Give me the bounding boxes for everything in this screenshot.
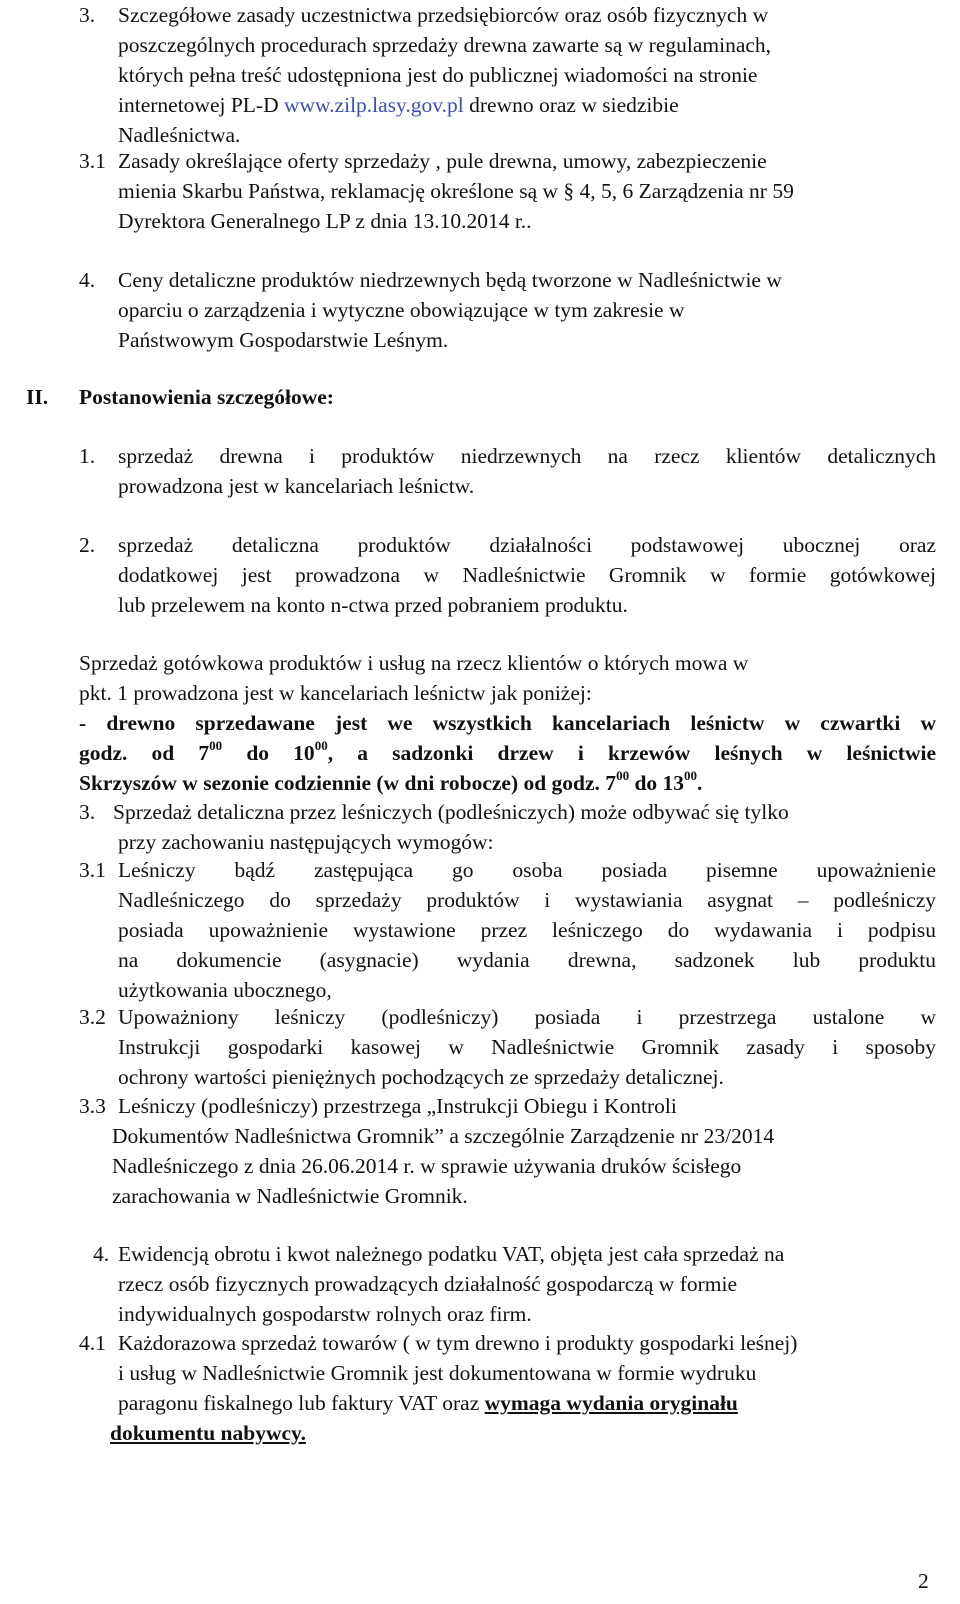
text-line: na dokumencie (asygnacie) wydania drewna, sadzonek lub produktu <box>118 948 936 972</box>
text-line: Dyrektora Generalnego LP z dnia 13.10.2014 r.. <box>118 209 532 233</box>
text-span: . <box>697 771 703 795</box>
text-line: Każdorazowa sprzedaż towarów ( w tym drewno i produkty gospodarki leśnej) <box>118 1331 798 1355</box>
text-line: Leśniczy (podleśniczy) przestrzega „Instrukcji Obiegu i Kontroli <box>118 1094 677 1118</box>
text-span: Skrzyszów w sezonie codziennie (w dni robocze) od godz. 7 <box>79 771 617 795</box>
section-II-heading <box>26 382 334 412</box>
text-line: poszczególnych procedurach sprzedaży drewna zawarte są w regulaminach, <box>118 33 772 57</box>
text-span: do 10 <box>222 741 315 765</box>
superscript: 00 <box>314 737 328 753</box>
text-line: Nadleśniczego z dnia 26.06.2014 r. w sprawie używania druków ścisłego <box>112 1154 742 1178</box>
text-line: Ewidencją obrotu i kwot należnego podatku VAT, objęta jest cała sprzedaż na <box>118 1242 785 1266</box>
point-3-2-text <box>118 1002 936 1092</box>
text-line: Nadleśniczego do sprzedaży produktów i wystawiania asygnat – podleśniczy <box>118 888 936 912</box>
text-span: do 13 <box>629 771 685 795</box>
section-4-text <box>118 265 938 355</box>
website-link[interactable]: www.zilp.lasy.gov.pl <box>284 93 464 117</box>
section-3-text <box>118 0 938 150</box>
text-line: prowadzona jest w kancelariach leśnictw. <box>118 474 475 498</box>
point-4-text <box>118 1239 938 1329</box>
text-line: dodatkowej jest prowadzona w Nadleśnictwie Gromnik w formie gotówkowej <box>118 563 936 587</box>
text-line: Dokumentów Nadleśnictwa Gromnik” a szczególnie Zarządzenie nr 23/2014 <box>112 1124 775 1148</box>
point-3-1-number: 3.1 <box>79 858 106 882</box>
text-span: paragonu fiskalnego lub faktury VAT oraz <box>118 1391 485 1415</box>
text-line: Zasady określające oferty sprzedaży , pule drewna, umowy, zabezpieczenie <box>118 149 767 173</box>
point-3-3-number: 3.3 <box>79 1094 106 1118</box>
point-1-number: 1. <box>79 444 96 468</box>
superscript: 00 <box>209 737 223 753</box>
text-line: mienia Skarbu Państwa, reklamację określone są w § 4, 5, 6 Zarządzenia nr 59 <box>118 179 794 203</box>
section-II-number: II. <box>26 385 49 409</box>
point-3-text <box>113 797 933 857</box>
text-span: internetowej PL-D <box>118 93 284 117</box>
section-4-number: 4. <box>79 268 96 292</box>
cash-sales-paragraph <box>79 648 936 798</box>
text-line <box>118 90 938 120</box>
text-line <box>79 738 936 768</box>
text-line: Sprzedaż detaliczna przez leśniczych (podleśniczych) może odbywać się tylko <box>113 800 789 824</box>
point-3-1-text <box>118 855 936 1005</box>
text-line: lub przelewem na konto n-ctwa przed pobraniem produktu. <box>118 593 628 617</box>
text-line <box>118 1388 938 1418</box>
text-line: Instrukcji gospodarki kasowej w Nadleśnictwie Gromnik zasady i sposoby <box>118 1035 936 1059</box>
text-line: użytkowania ubocznego, <box>118 978 332 1002</box>
emphasis-text: wymaga wydania oryginału <box>484 1391 738 1415</box>
text-line: Sprzedaż gotówkowa produktów i usług na rzecz klientów o których mowa w <box>79 651 749 675</box>
section-3-number: 3. <box>79 3 96 27</box>
page-number <box>918 1566 929 1596</box>
text-line: Leśniczy bądź zastępująca go osoba posiada pisemne upoważnienie <box>118 858 936 882</box>
superscript: 00 <box>684 767 698 783</box>
text-line: posiada upoważnienie wystawione przez leśniczego do wydawania i podpisu <box>118 918 936 942</box>
text-line <box>110 1418 938 1448</box>
section-3-1-number: 3.1 <box>79 149 106 173</box>
text-line: rzecz osób fizycznych prowadzących działalność gospodarczą w formie <box>118 1272 738 1296</box>
text-line: Szczegółowe zasady uczestnictwa przedsiębiorców oraz osób fizycznych w <box>118 3 769 27</box>
text-line: zarachowania w Nadleśnictwie Gromnik. <box>112 1184 468 1208</box>
text-line: przy zachowaniu następujących wymogów: <box>118 830 494 854</box>
text-span: godz. od 7 <box>79 741 210 765</box>
text-line: Państwowym Gospodarstwie Leśnym. <box>118 328 449 352</box>
point-4-number: 4. <box>93 1242 110 1266</box>
text-line: Nadleśnictwa. <box>118 123 241 147</box>
superscript: 00 <box>616 767 630 783</box>
text-line: których pełna treść udostępniona jest do publicznej wiadomości na stronie <box>118 63 758 87</box>
text-line <box>79 768 936 798</box>
point-2-text <box>118 530 936 620</box>
text-line: pkt. 1 prowadzona jest w kancelariach leśnictw jak poniżej: <box>79 681 592 705</box>
point-1-text <box>118 441 936 501</box>
text-line: Upoważniony leśniczy (podleśniczy) posiada i przestrzega ustalone w <box>118 1005 936 1029</box>
text-line: ochrony wartości pieniężnych pochodzących ze sprzedaży detalicznej. <box>118 1065 724 1089</box>
text-line: Ceny detaliczne produktów niedrzewnych będą tworzone w Nadleśnictwie w <box>118 268 782 292</box>
emphasis-text: dokumentu nabywcy. <box>110 1421 306 1445</box>
text-span: drewno oraz w siedzibie <box>463 93 679 117</box>
point-4-1-text <box>110 1328 938 1448</box>
point-2-number: 2. <box>79 533 96 557</box>
point-3-3-text <box>112 1091 932 1211</box>
page-number-text: 2 <box>918 1569 929 1593</box>
text-line: - drewno sprzedawane jest we wszystkich kancelariach leśnictw w czwartki w <box>79 711 936 735</box>
text-line: indywidualnych gospodarstw rolnych oraz firm. <box>118 1302 532 1326</box>
text-span: , a sadzonki drzew i krzewów leśnych w leśnictwie <box>327 741 936 765</box>
point-3-number: 3. <box>79 800 96 824</box>
text-line: sprzedaż drewna i produktów niedrzewnych na rzecz klientów detalicznych <box>118 444 936 468</box>
text-line: sprzedaż detaliczna produktów działalności podstawowej ubocznej oraz <box>118 533 936 557</box>
point-4-1-number: 4.1 <box>79 1331 106 1355</box>
point-3-2-number: 3.2 <box>79 1005 106 1029</box>
text-line: i usług w Nadleśnictwie Gromnik jest dokumentowana w formie wydruku <box>118 1361 757 1385</box>
text-line: oparciu o zarządzenia i wytyczne obowiązujące w tym zakresie w <box>118 298 685 322</box>
section-II-title: Postanowienia szczegółowe: <box>79 385 334 409</box>
section-3-1-text <box>118 146 938 236</box>
